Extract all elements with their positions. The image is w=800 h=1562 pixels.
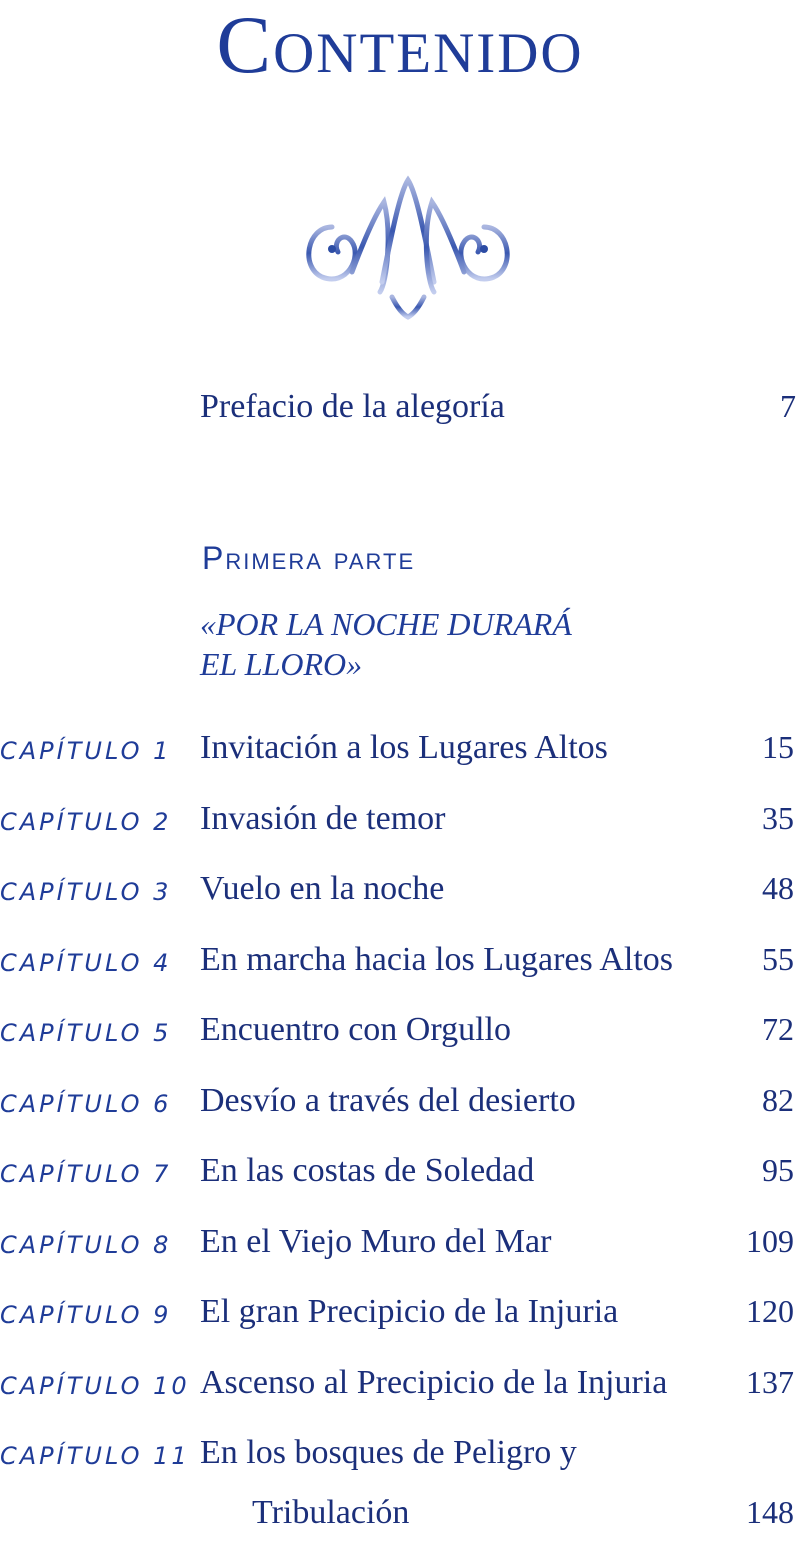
chapter-title-continued: Tribulación (252, 1494, 410, 1531)
chapter-title: En el Viejo Muro del Mar (200, 1222, 552, 1260)
chapter-page-number: 35 (762, 799, 794, 836)
part-title-line1: «POR LA NOCHE DURARÁ (200, 606, 572, 642)
chapter-row[interactable] (0, 1221, 800, 1292)
chapter-label: CAPÍTULO 5 (0, 1019, 172, 1047)
chapter-row[interactable] (0, 868, 800, 939)
preface-page-number: 7 (780, 388, 796, 424)
chapter-title: Invitación a los Lugares Altos (200, 729, 608, 766)
part-label: Primera parte (202, 540, 416, 576)
preface-title: Prefacio de la alegoría (200, 388, 505, 425)
chapter-row[interactable] (0, 1080, 800, 1151)
chapter-title: Ascenso al Precipicio de la Injuria (200, 1363, 668, 1401)
chapter-page-number: 120 (746, 1293, 794, 1329)
chapter-title: En las costas de Soledad (200, 1152, 535, 1189)
chapter-row[interactable] (0, 1432, 800, 1562)
part-title (200, 604, 650, 684)
chapter-page-number: 109 (746, 1222, 794, 1259)
chapter-title: En marcha hacia los Lugares Altos (200, 940, 674, 978)
chapter-row[interactable] (0, 1362, 800, 1433)
chapter-title: Vuelo en la noche (200, 870, 445, 907)
chapter-row[interactable] (0, 1009, 800, 1080)
chapter-row[interactable] (0, 939, 800, 1010)
flourish-ornament-icon (292, 172, 524, 322)
part-title-line2: EL LLORO» (200, 646, 363, 682)
chapter-row[interactable] (0, 798, 800, 869)
chapter-label: CAPÍTULO 6 (0, 1089, 172, 1118)
chapter-title: El gran Precipicio de la Injuria (200, 1293, 619, 1330)
chapter-row[interactable] (0, 1150, 800, 1221)
chapter-label: CAPÍTULO 8 (0, 1230, 172, 1259)
chapter-label: CAPÍTULO 7 (0, 1160, 172, 1188)
chapter-title: Desvío a través del desierto (200, 1081, 576, 1119)
table-of-contents (0, 727, 800, 1562)
page-title: Contenido (216, 0, 584, 90)
chapter-page-number: 95 (762, 1152, 794, 1188)
chapter-page-number: 137 (746, 1363, 794, 1400)
chapter-label: CAPÍTULO 1 (0, 737, 172, 765)
chapter-title: Invasión de temor (200, 799, 446, 837)
chapter-row[interactable] (0, 727, 800, 798)
preface-entry[interactable] (200, 388, 800, 426)
chapter-row[interactable] (0, 1291, 800, 1362)
chapter-label: CAPÍTULO 11 (0, 1442, 190, 1470)
chapter-label: CAPÍTULO 3 (0, 878, 172, 906)
chapter-title: En los bosques de Peligro y (200, 1434, 577, 1471)
chapter-label: CAPÍTULO 4 (0, 948, 172, 977)
chapter-page-number: 15 (762, 729, 794, 765)
chapter-label: CAPÍTULO 9 (0, 1301, 172, 1329)
chapter-label: CAPÍTULO 10 (0, 1371, 190, 1400)
chapter-page-number: 148 (746, 1494, 794, 1530)
chapter-page-number: 82 (762, 1081, 794, 1118)
chapter-page-number: 72 (762, 1011, 794, 1047)
chapter-label: CAPÍTULO 2 (0, 807, 172, 836)
chapter-page-number: 48 (762, 870, 794, 906)
chapter-page-number: 55 (762, 940, 794, 977)
chapter-title: Encuentro con Orgullo (200, 1011, 511, 1048)
